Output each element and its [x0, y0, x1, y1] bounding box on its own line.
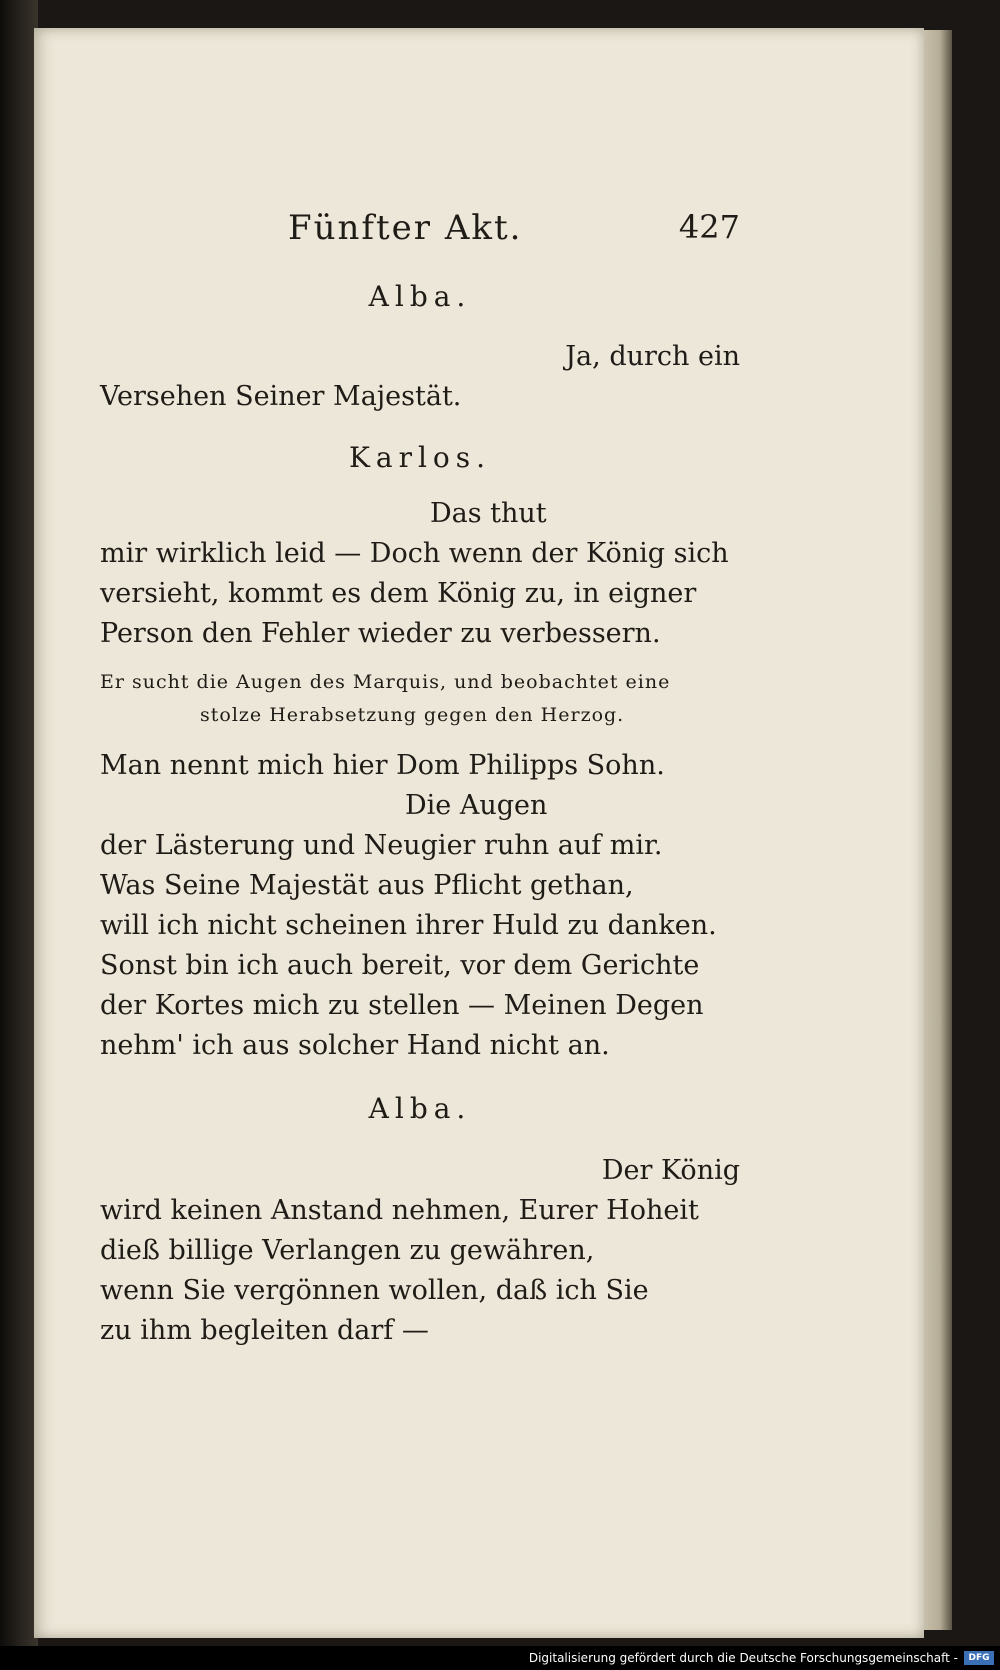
- verse-line: zu ihm begleiten darf —: [100, 1315, 429, 1346]
- verse-line: nehm' ich aus solcher Hand nicht an.: [100, 1030, 610, 1061]
- verse-line: Versehen Seiner Majestät.: [100, 381, 462, 412]
- dfg-logo: DFG: [964, 1651, 994, 1665]
- verse-line: Die Augen: [405, 790, 548, 821]
- verse-line: mir wirklich leid — Doch wenn der König sich: [100, 538, 729, 569]
- page-text: [100, 208, 740, 1351]
- footer-credit: Digitalisierung gefördert durch die Deutsche Forschungsgemeinschaft -: [528, 1651, 958, 1665]
- speaker-name: Karlos.: [348, 441, 492, 474]
- book-spine: [0, 0, 38, 1670]
- verse-line: der Lästerung und Neugier ruhn auf mir.: [100, 830, 663, 861]
- verse-line: versieht, kommt es dem König zu, in eigner: [100, 578, 697, 609]
- running-head: Fünfter Akt.: [288, 208, 523, 248]
- verse-line: Ja, durch ein: [565, 341, 740, 372]
- verse-line: wird keinen Anstand nehmen, Eurer Hoheit: [100, 1195, 699, 1226]
- verse-line: Man nennt mich hier Dom Philipps Sohn.: [100, 750, 665, 781]
- verse-line: Sonst bin ich auch bereit, vor dem Gerichte: [100, 950, 700, 981]
- speaker-name: Alba.: [368, 1092, 472, 1125]
- verse-line: der Kortes mich zu stellen — Meinen Degen: [100, 990, 704, 1021]
- verse-line: Was Seine Majestät aus Pflicht gethan,: [100, 870, 634, 901]
- verse-line: Das thut: [430, 498, 547, 529]
- digitization-footer: [0, 1646, 1000, 1670]
- verse-line: dieß billige Verlangen zu gewähren,: [100, 1235, 595, 1266]
- speaker-name: Alba.: [368, 280, 472, 313]
- verse-line: will ich nicht scheinen ihrer Huld zu danken.: [100, 910, 717, 941]
- page-edge: [922, 30, 952, 1630]
- page-number: 427: [678, 208, 740, 246]
- book-page: [34, 28, 924, 1638]
- page-header: [100, 208, 740, 264]
- verse-line: Der König: [601, 1155, 740, 1186]
- stage-direction: Er sucht die Augen des Marquis, und beobachtet eine: [100, 671, 671, 693]
- verse-line: Person den Fehler wieder zu verbessern.: [100, 618, 661, 649]
- stage-direction: stolze Herabsetzung gegen den Herzog.: [200, 704, 625, 726]
- verse-line: wenn Sie vergönnen wollen, daß ich Sie: [100, 1275, 649, 1306]
